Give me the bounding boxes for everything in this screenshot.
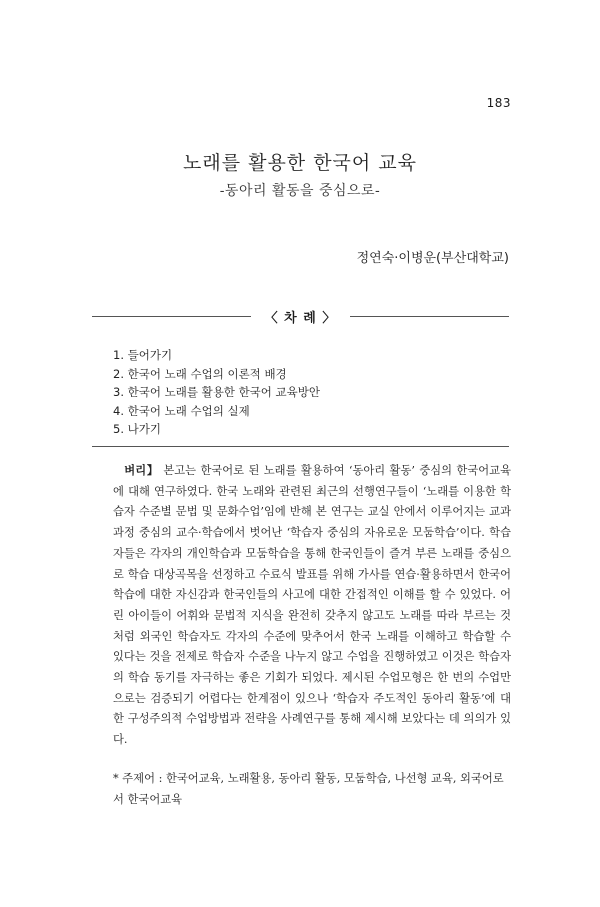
abstract-label: 벼리】 [124, 463, 159, 477]
paper-title: 노래를 활용한 한국어 교육 [182, 152, 417, 174]
toc-item: 4. 한국어 노래 수업의 실제 [113, 403, 250, 418]
toc-rule-right [350, 316, 509, 317]
toc-list [113, 346, 320, 439]
paper-subtitle: -동아리 활동을 중심으로- [219, 183, 381, 199]
authors: 정연숙·이병운(부산대학교) [356, 251, 509, 266]
toc-heading: 〈 차 례 〉 [264, 311, 337, 326]
toc-item: 5. 나가기 [113, 422, 161, 436]
toc-item: 1. 들어가기 [113, 348, 173, 362]
keywords: * 주제어 : 한국어교육, 노래활용, 동아리 활동, 모둠학습, 나선형 교육, 외국어로서 한국어교육 [113, 772, 504, 806]
abstract-text: 본고는 한국어로 된 노래를 활용하여 ‘동아리 활동’ 중심의 한국어교육에 대해 연구하였다. 한국 노래와 관련된 최근의 선행연구들이 ‘노래를 이용한 학습자 수준별 문법 및 문화수업’임에 반해 본 연구는 교실 안에서 이루어지는 교과과정 중심의 교수·학습에서 벗어난 ‘학습자 중심의 자유로운 모둠학습’이다. 학습자들은 각자의 개인학습과 모둠학습을 통해 한국인들이 즐겨 부른 노래를 중심으로 학습 대상곡목을 선정하고 수료식 발표를 위해 가사를 연습·활용하면서 한국어 학습에 대한 자신감과 한국인들의 사고에 대한 간접적인 이해를 할 수 있었다. 어린 아이들이 어휘와 문법적 지식을 완전히 갖추지 않고도 노래를 따라 부르는 것처럼 외국인 학습자도 각자의 수준에 맞추어서 한국 노래를 이해하고 학습할 수 있다는 것을 전제로 학습자 수준을 나누지 않고 수업을 진행하였고 이것은 학습자의 학습 동기를 자극하는 좋은 기회가 되었다. 제시된 수업모형은 한 번의 수업만으로는 검증되기 어렵다는 한계점이 있으나 ‘학습자 주도적인 동아리 활동’에 대한 구성주의적 수업방법과 전략을 사례연구를 통해 제시해 보았다는 데 의의가 있다. [113, 464, 511, 747]
abstract [113, 460, 511, 751]
page-number: 183 [486, 96, 511, 110]
toc-bottom-rule [92, 446, 509, 447]
toc-heading-row [92, 307, 509, 326]
toc-rule-left [92, 316, 251, 317]
toc-item: 3. 한국어 노래를 활용한 한국어 교육방안 [113, 385, 320, 399]
toc-item: 2. 한국어 노래 수업의 이론적 배경 [113, 366, 287, 381]
